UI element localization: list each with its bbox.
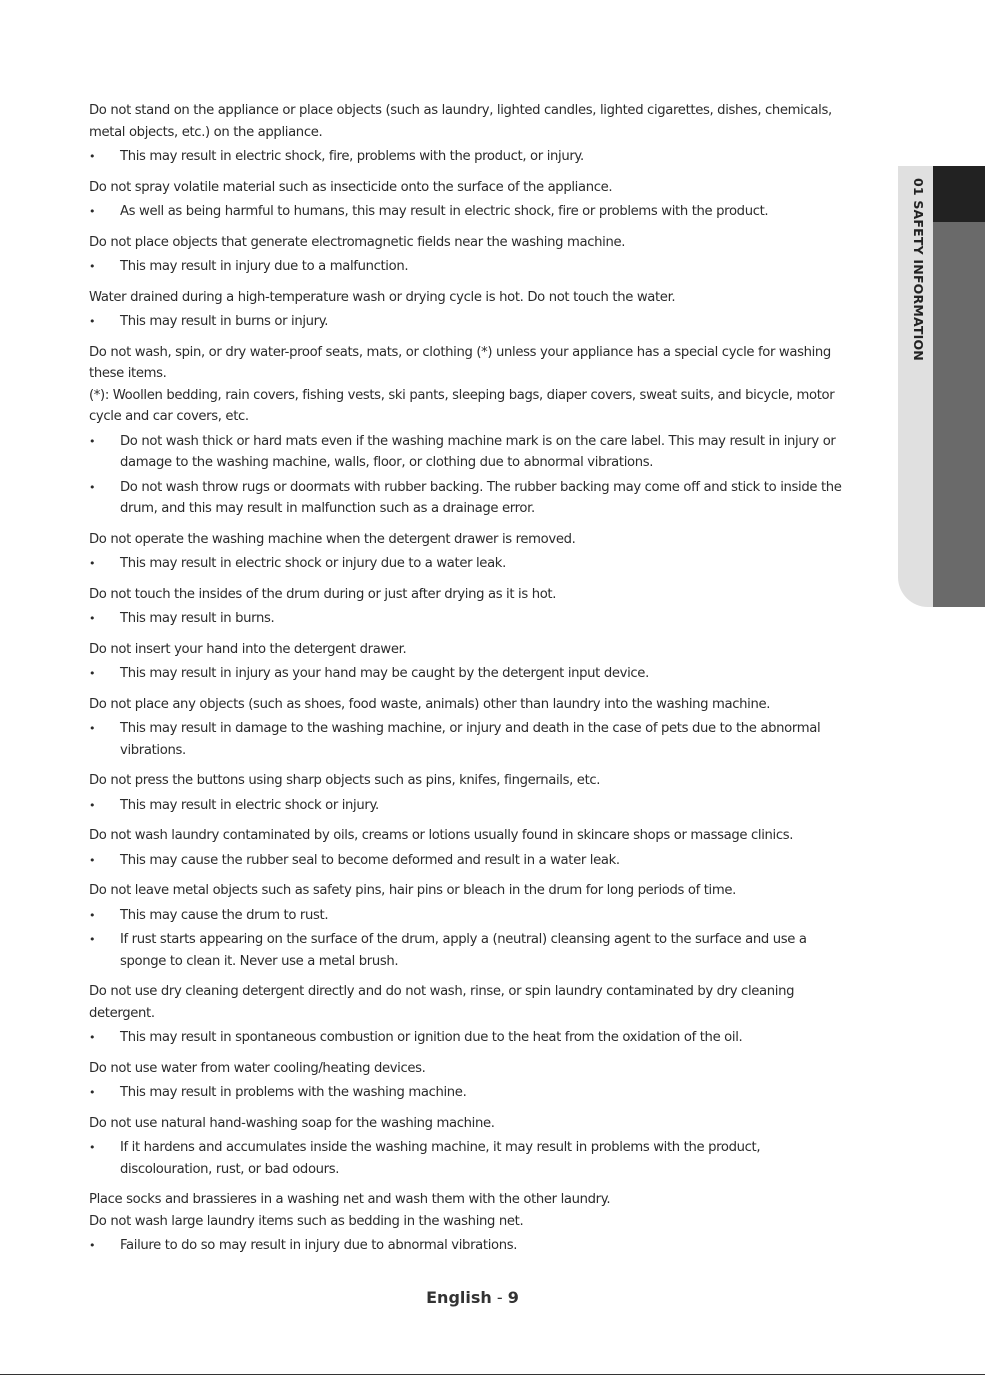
warning-text: Do not place any objects (such as shoes, food waste, animals) other than laundry into the washing machine. — [89, 696, 771, 712]
safety-item — [89, 287, 849, 333]
safety-item — [89, 100, 849, 168]
warning-text: Do not place objects that generate electromagnetic fields near the washing machine. — [89, 234, 626, 250]
safety-item — [89, 880, 849, 972]
warning-text: Do not use water from water cooling/heating devices. — [89, 1060, 426, 1076]
page-footer — [0, 1288, 945, 1307]
safety-item — [89, 177, 849, 223]
bullet-item: • If rust starts appearing on the surface of the drum, apply a (neutral) cleansing agent to the surface and use a sponge to clean it. Never use a metal brush. — [89, 929, 849, 972]
safety-item — [89, 694, 849, 762]
bullet-item: • This may result in injury as your hand may be caught by the detergent input device. — [89, 663, 849, 685]
warning-text: Do not press the buttons using sharp objects such as pins, knifes, fingernails, etc. — [89, 773, 601, 788]
warning-text: Do not spray volatile material such as insecticide onto the surface of the appliance. — [89, 179, 613, 195]
chapter-tab-label: 01 SAFETY INFORMATION — [911, 178, 926, 361]
safety-item — [89, 981, 849, 1049]
footer-separator: - — [491, 1288, 508, 1307]
warning-text: Do not touch the insides of the drum during or just after drying as it is hot. — [89, 586, 557, 602]
warning-text: Do not leave metal objects such as safety pins, hair pins or bleach in the drum for long periods of time. — [89, 883, 736, 898]
bullet-item: • If it hardens and accumulates inside the washing machine, it may result in problems with the product, discolouration, rust, or bad odours. — [89, 1137, 849, 1180]
bullet-item: • This may result in electric shock or injury due to a water leak. — [89, 553, 849, 575]
bullet-item: • Do not wash throw rugs or doormats with rubber backing. The rubber backing may come off and stick to inside the drum, and this may result in malfunction such as a drainage error. — [89, 477, 849, 520]
bullet-item: • This may result in injury due to a malfunction. — [89, 256, 849, 278]
warning-text: Do not stand on the appliance or place objects (such as laundry, lighted candles, lighted cigarettes, dishes, chemicals, metal objects, etc.) on the appliance. — [89, 103, 832, 140]
page-number: 9 — [507, 1288, 519, 1307]
bullet-item: • This may result in burns. — [89, 608, 849, 630]
safety-item — [89, 584, 849, 630]
warning-text: Do not wash, spin, or dry water-proof seats, mats, or clothing (*) unless your appliance has a special cycle for washing these items. — [89, 344, 831, 381]
bullet-item: • This may result in electric shock or injury. — [89, 795, 849, 817]
bullet-item: • This may result in damage to the washing machine, or injury and death in the case of pets due to the abnormal vibrations. — [89, 718, 849, 761]
warning-text: Do not wash laundry contaminated by oils, creams or lotions usually found in skincare shops or massage clinics. — [89, 828, 794, 843]
warning-note: (*): Woollen bedding, rain covers, fishing vests, ski pants, sleeping bags, diaper covers, sweat suits, and bicycle, motor cycle and car covers, etc. — [89, 387, 835, 424]
bullet-item: • This may cause the drum to rust. — [89, 905, 849, 927]
warning-text: Do not use natural hand-washing soap for the washing machine. — [89, 1115, 495, 1131]
safety-item — [89, 529, 849, 575]
warning-text: Do not operate the washing machine when the detergent drawer is removed. — [89, 531, 576, 547]
safety-item — [89, 639, 849, 685]
bullet-item: • This may result in electric shock, fire, problems with the product, or injury. — [89, 146, 849, 168]
safety-item — [89, 770, 849, 816]
bullet-item: • Do not wash thick or hard mats even if the washing machine mark is on the care label. This may result in injury or damage to the washing machine, walls, floor, or clothing due to abnormal vibrations. — [89, 431, 849, 474]
bullet-item: • This may result in spontaneous combustion or ignition due to the heat from the oxidation of the oil. — [89, 1027, 849, 1049]
warning-text: Place socks and brassieres in a washing net and wash them with the other laundry. — [89, 1192, 611, 1207]
chapter-tab-band — [933, 222, 985, 607]
safety-content — [89, 100, 849, 1266]
safety-item — [89, 232, 849, 278]
bottom-rule — [0, 1374, 985, 1375]
bullet-item: • This may result in burns or injury. — [89, 311, 849, 333]
bullet-item: • This may result in problems with the washing machine. — [89, 1082, 849, 1104]
warning-note: Do not wash large laundry items such as bedding in the washing net. — [89, 1213, 524, 1229]
bullet-item: • This may cause the rubber seal to become deformed and result in a water leak. — [89, 850, 849, 872]
chapter-tab-marker — [933, 166, 985, 222]
warning-text: Do not use dry cleaning detergent directly and do not wash, rinse, or spin laundry contaminated by dry cleaning detergent. — [89, 984, 795, 1021]
safety-item — [89, 1058, 849, 1104]
bullet-item: • As well as being harmful to humans, this may result in electric shock, fire or problems with the product. — [89, 201, 849, 223]
safety-item — [89, 1113, 849, 1181]
footer-language: English — [426, 1288, 492, 1307]
safety-item — [89, 825, 849, 871]
safety-item — [89, 342, 849, 520]
warning-text: Do not insert your hand into the detergent drawer. — [89, 641, 407, 657]
warning-text: Water drained during a high-temperature wash or drying cycle is hot. Do not touch the water. — [89, 289, 676, 305]
bullet-item: • Failure to do so may result in injury due to abnormal vibrations. — [89, 1235, 849, 1257]
safety-item — [89, 1189, 849, 1257]
